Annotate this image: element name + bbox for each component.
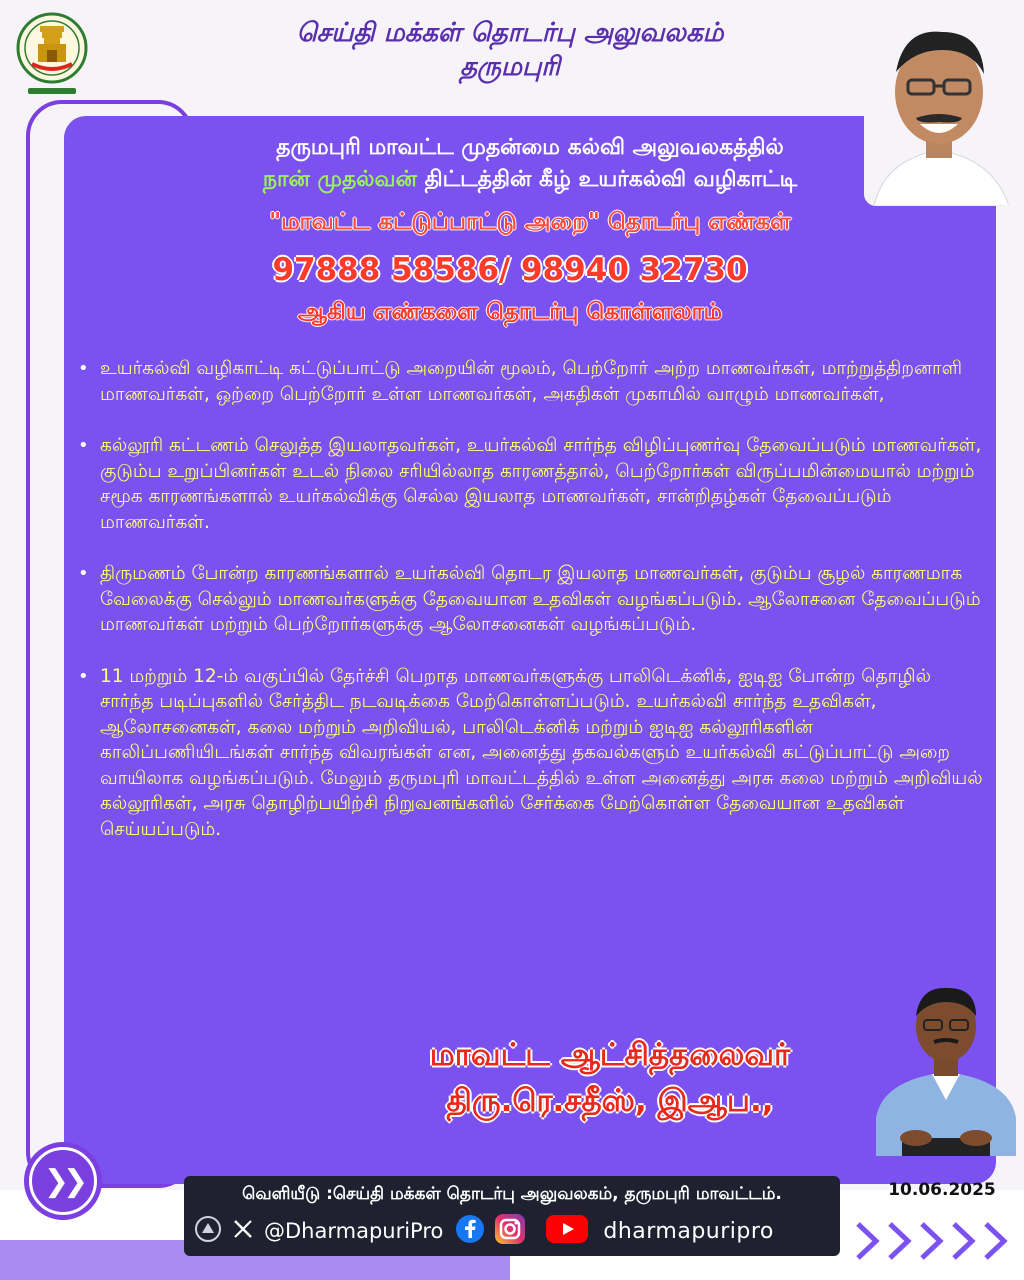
social-handle[interactable]: @DharmapuriPro — [264, 1219, 444, 1243]
youtube-handle[interactable]: dharmapuripro — [603, 1218, 774, 1244]
tamilnadu-emblem-icon — [14, 8, 90, 100]
headline-line-2 — [140, 164, 920, 196]
signature-block — [300, 1032, 920, 1124]
social-links — [184, 1210, 840, 1252]
bullet-dot-icon: • — [78, 665, 89, 687]
list-item — [76, 356, 986, 407]
youtube-icon[interactable] — [545, 1214, 589, 1248]
footer-bar — [184, 1176, 840, 1256]
office-title: செய்தி மக்கள் தொடர்பு அலுவலகம் — [296, 18, 724, 48]
bullet-text: கல்லூரி கட்டணம் செலுத்த இயலாதவர்கள், உயர்கல்வி சார்ந்த விழிப்புணர்வு தேவைப்படும் மாணவர்கள், குடும்ப உறுப்பினர்கள் உடல் நிலை சரியில்லாத காரணத்தால், பெற்றோர்கள் விருப்பமின்மையால் மற்றும் சமூக காரணங்களால் உயர்கல்விக்கு செல்ல இயலாத மாணவர்கள், சான்றிதழ்கள் தேவைப்படும் மாணவர்கள். — [100, 435, 982, 533]
collector-name: திரு.ரெ.சதீஸ், இஆப., — [446, 1083, 774, 1119]
forward-arrow-button — [24, 1142, 102, 1220]
list-item — [76, 561, 986, 638]
office-header — [250, 16, 770, 84]
bullet-text: திருமணம் போன்ற காரணங்களால் உயர்கல்வி தொடர இயலாத மாணவர்கள், குடும்ப சூழல் காரணமாக வேலைக்கு செல்லும் மாணவர்களுக்கு தேவையான உதவிகள் வழங்கப்படும். ஆலோசனை தேவைப்படும் மாணவர்கள் மற்றும் பெற்றோர்களுக்கு ஆலோசனைகள் வழங்கப்படும். — [100, 563, 981, 635]
headline — [140, 132, 920, 196]
bullet-dot-icon: • — [78, 563, 89, 584]
double-chevron-icon: ❯❯ — [29, 1147, 97, 1215]
collector-photo — [872, 968, 1020, 1156]
bullet-list — [76, 356, 986, 868]
contact-instruction: ஆகிய எண்களை தொடர்பு கொள்ளலாம் — [297, 299, 723, 325]
bullet-text: 11 மற்றும் 12-ம் வகுப்பில் தேர்ச்சி பெறாத மாணவர்களுக்கு பாலிடெக்னிக், ஐடிஐ போன்ற தொழில் சார்ந்த படிப்புகளில் சேர்த்திட நடவடிக்கை மேற்கொள்ளப்படும். உயர்கல்வி சார்ந்த உதவிகள், ஆலோசனைகள், கலை மற்றும் அறிவியல், பாலிடெக்னிக் மற்றும் ஐடிஐ கல்லூரிகளின் காலிப்பணியிடங்கள் சார்ந்த விவரங்கள் என, அனைத்து தகவல்களும் உயர்கல்வி கட்டுப்பாட்டு அறை வாயிலாக வழங்கப்படும். மேலும் தருமபுரி மாவட்டத்தில் உள்ள அனைத்து அரசு கலை மற்றும் அறிவியல் கல்லூரிகள், அரசு தொழிற்பயிற்சி நிறுவனங்களில் சேர்க்கை மேற்கொள்ள தேவையான உதவிகள் செய்யப்படும். — [100, 665, 983, 840]
release-date: 10.06.2025 — [888, 1180, 996, 1200]
list-item — [76, 664, 986, 843]
scheme-name: நான் முதல்வன் — [262, 167, 417, 192]
phone-numbers: 97888 58586/ 98940 32730 — [272, 252, 748, 288]
instagram-icon[interactable] — [493, 1212, 527, 1250]
release-credit: வெளியீடு :செய்தி மக்கள் தொடர்பு அலுவலகம், தருமபுரி மாவட்டம். — [242, 1184, 782, 1204]
bullet-dot-icon: • — [78, 435, 89, 456]
chevron-right-decoration-icon — [850, 1216, 1020, 1266]
collector-designation: மாவட்ட ஆட்சித்தலைவர் — [429, 1037, 791, 1073]
bullet-text: உயர்கல்வி வழிகாட்டி கட்டுப்பாட்டு அறையின் மூலம், பெற்றோர் அற்ற மாணவர்கள், மாற்றுத்திறனாளி மாணவர்கள், ஒற்றை பெற்றோர் உள்ள மாணவர்கள், அகதிகள் முகாமில் வாழும் மாணவர்கள், — [100, 358, 963, 405]
list-item — [76, 433, 986, 535]
control-room-heading: "மாவட்ட கட்டுப்பாட்டு அறை" தொடர்பு எண்கள் — [269, 209, 791, 235]
x-twitter-icon[interactable] — [232, 1218, 254, 1244]
district-name: தருமபுரி — [459, 52, 560, 82]
headline-line-1: தருமபுரி மாவட்ட முதன்மை கல்வி அலுவலகத்தில் — [276, 135, 784, 160]
headline-line-2-rest: திட்டத்தின் கீழ் உயர்கல்வி வழிகாட்டி — [424, 167, 798, 192]
bullet-dot-icon: • — [78, 358, 89, 379]
government-logo-icon — [194, 1215, 222, 1247]
facebook-icon[interactable] — [455, 1214, 485, 1248]
